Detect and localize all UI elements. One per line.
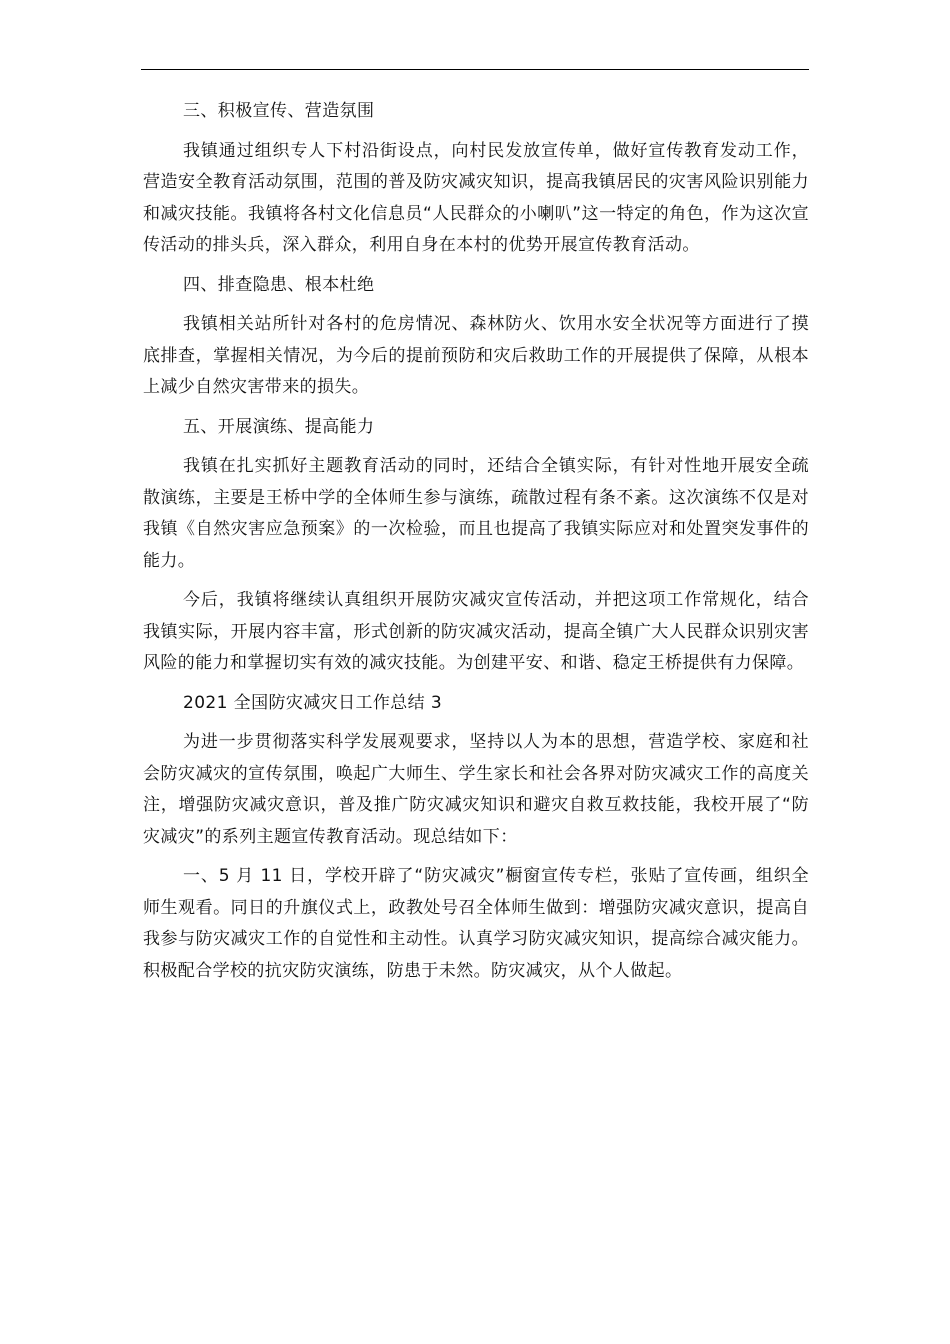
report-title-3: 2021 全国防灾减灾日工作总结 3 <box>183 692 443 713</box>
paragraph-school-intro: 为进一步贯彻落实科学发展观要求，坚持以人为本的思想，营造学校、家庭和社会防灾减灾的宣传氛围，唤起广大师生、学生家长和社会各界对防灾减灾工作的高度关注，增强防灾减灾意识，普及推广防灾减灾知识和避灾自救互救技能，我校开展了“防灾减灾”的系列主题宣传教育活动。现总结如下： <box>143 732 809 847</box>
paragraph-future: 今后，我镇将继续认真组织开展防灾减灾宣传活动，并把这项工作常规化，结合我镇实际，开展内容丰富，形式创新的防灾减灾活动，提高全镇广大人民群众识别灾害风险的能力和掌握切实有效的减灾技能。为创建平安、和谐、稳定王桥提供有力保障。 <box>143 590 809 673</box>
section-heading-3: 三、积极宣传、营造氛围 <box>183 101 375 121</box>
header-rule <box>141 69 809 70</box>
section-heading-5: 五、开展演练、提高能力 <box>183 416 375 437</box>
document-body <box>143 96 809 987</box>
paragraph-may-11: 一、5 月 11 日，学校开辟了“防灾减灾”橱窗宣传专栏，张贴了宣传画，组织全师生观看。同日的升旗仪式上，政教处号召全体师生做到：增强防灾减灾意识，提高自我参与防灾减灾工作的自觉性和主动性。认真学习防灾减灾知识，提高综合减灾能力。积极配合学校的抗灾防灾演练，防患于未然。防灾减灾，从个人做起。 <box>143 866 809 981</box>
paragraph-inspection: 我镇相关站所针对各村的危房情况、森林防火、饮用水安全状况等方面进行了摸底排查，掌握相关情况，为今后的提前预防和灾后救助工作的开展提供了保障，从根本上减少自然灾害带来的损失。 <box>143 314 809 397</box>
paragraph-drill: 我镇在扎实抓好主题教育活动的同时，还结合全镇实际，有针对性地开展安全疏散演练，主要是王桥中学的全体师生参与演练，疏散过程有条不紊。这次演练不仅是对我镇《自然灾害应急预案》的一次检验，而且也提高了我镇实际应对和处置突发事件的能力。 <box>143 456 809 571</box>
section-heading-4: 四、排查隐患、根本杜绝 <box>183 274 375 295</box>
paragraph-publicity: 我镇通过组织专人下村沿街设点，向村民发放宣传单，做好宣传教育发动工作，营造安全教育活动氛围，范围的普及防灾减灾知识，提高我镇居民的灾害风险识别能力和减灾技能。我镇将各村文化信息员“人民群众的小喇叭”这一特定的角色，作为这次宣传活动的排头兵，深入群众，利用自身在本村的优势开展宣传教育活动。 <box>143 140 809 255</box>
